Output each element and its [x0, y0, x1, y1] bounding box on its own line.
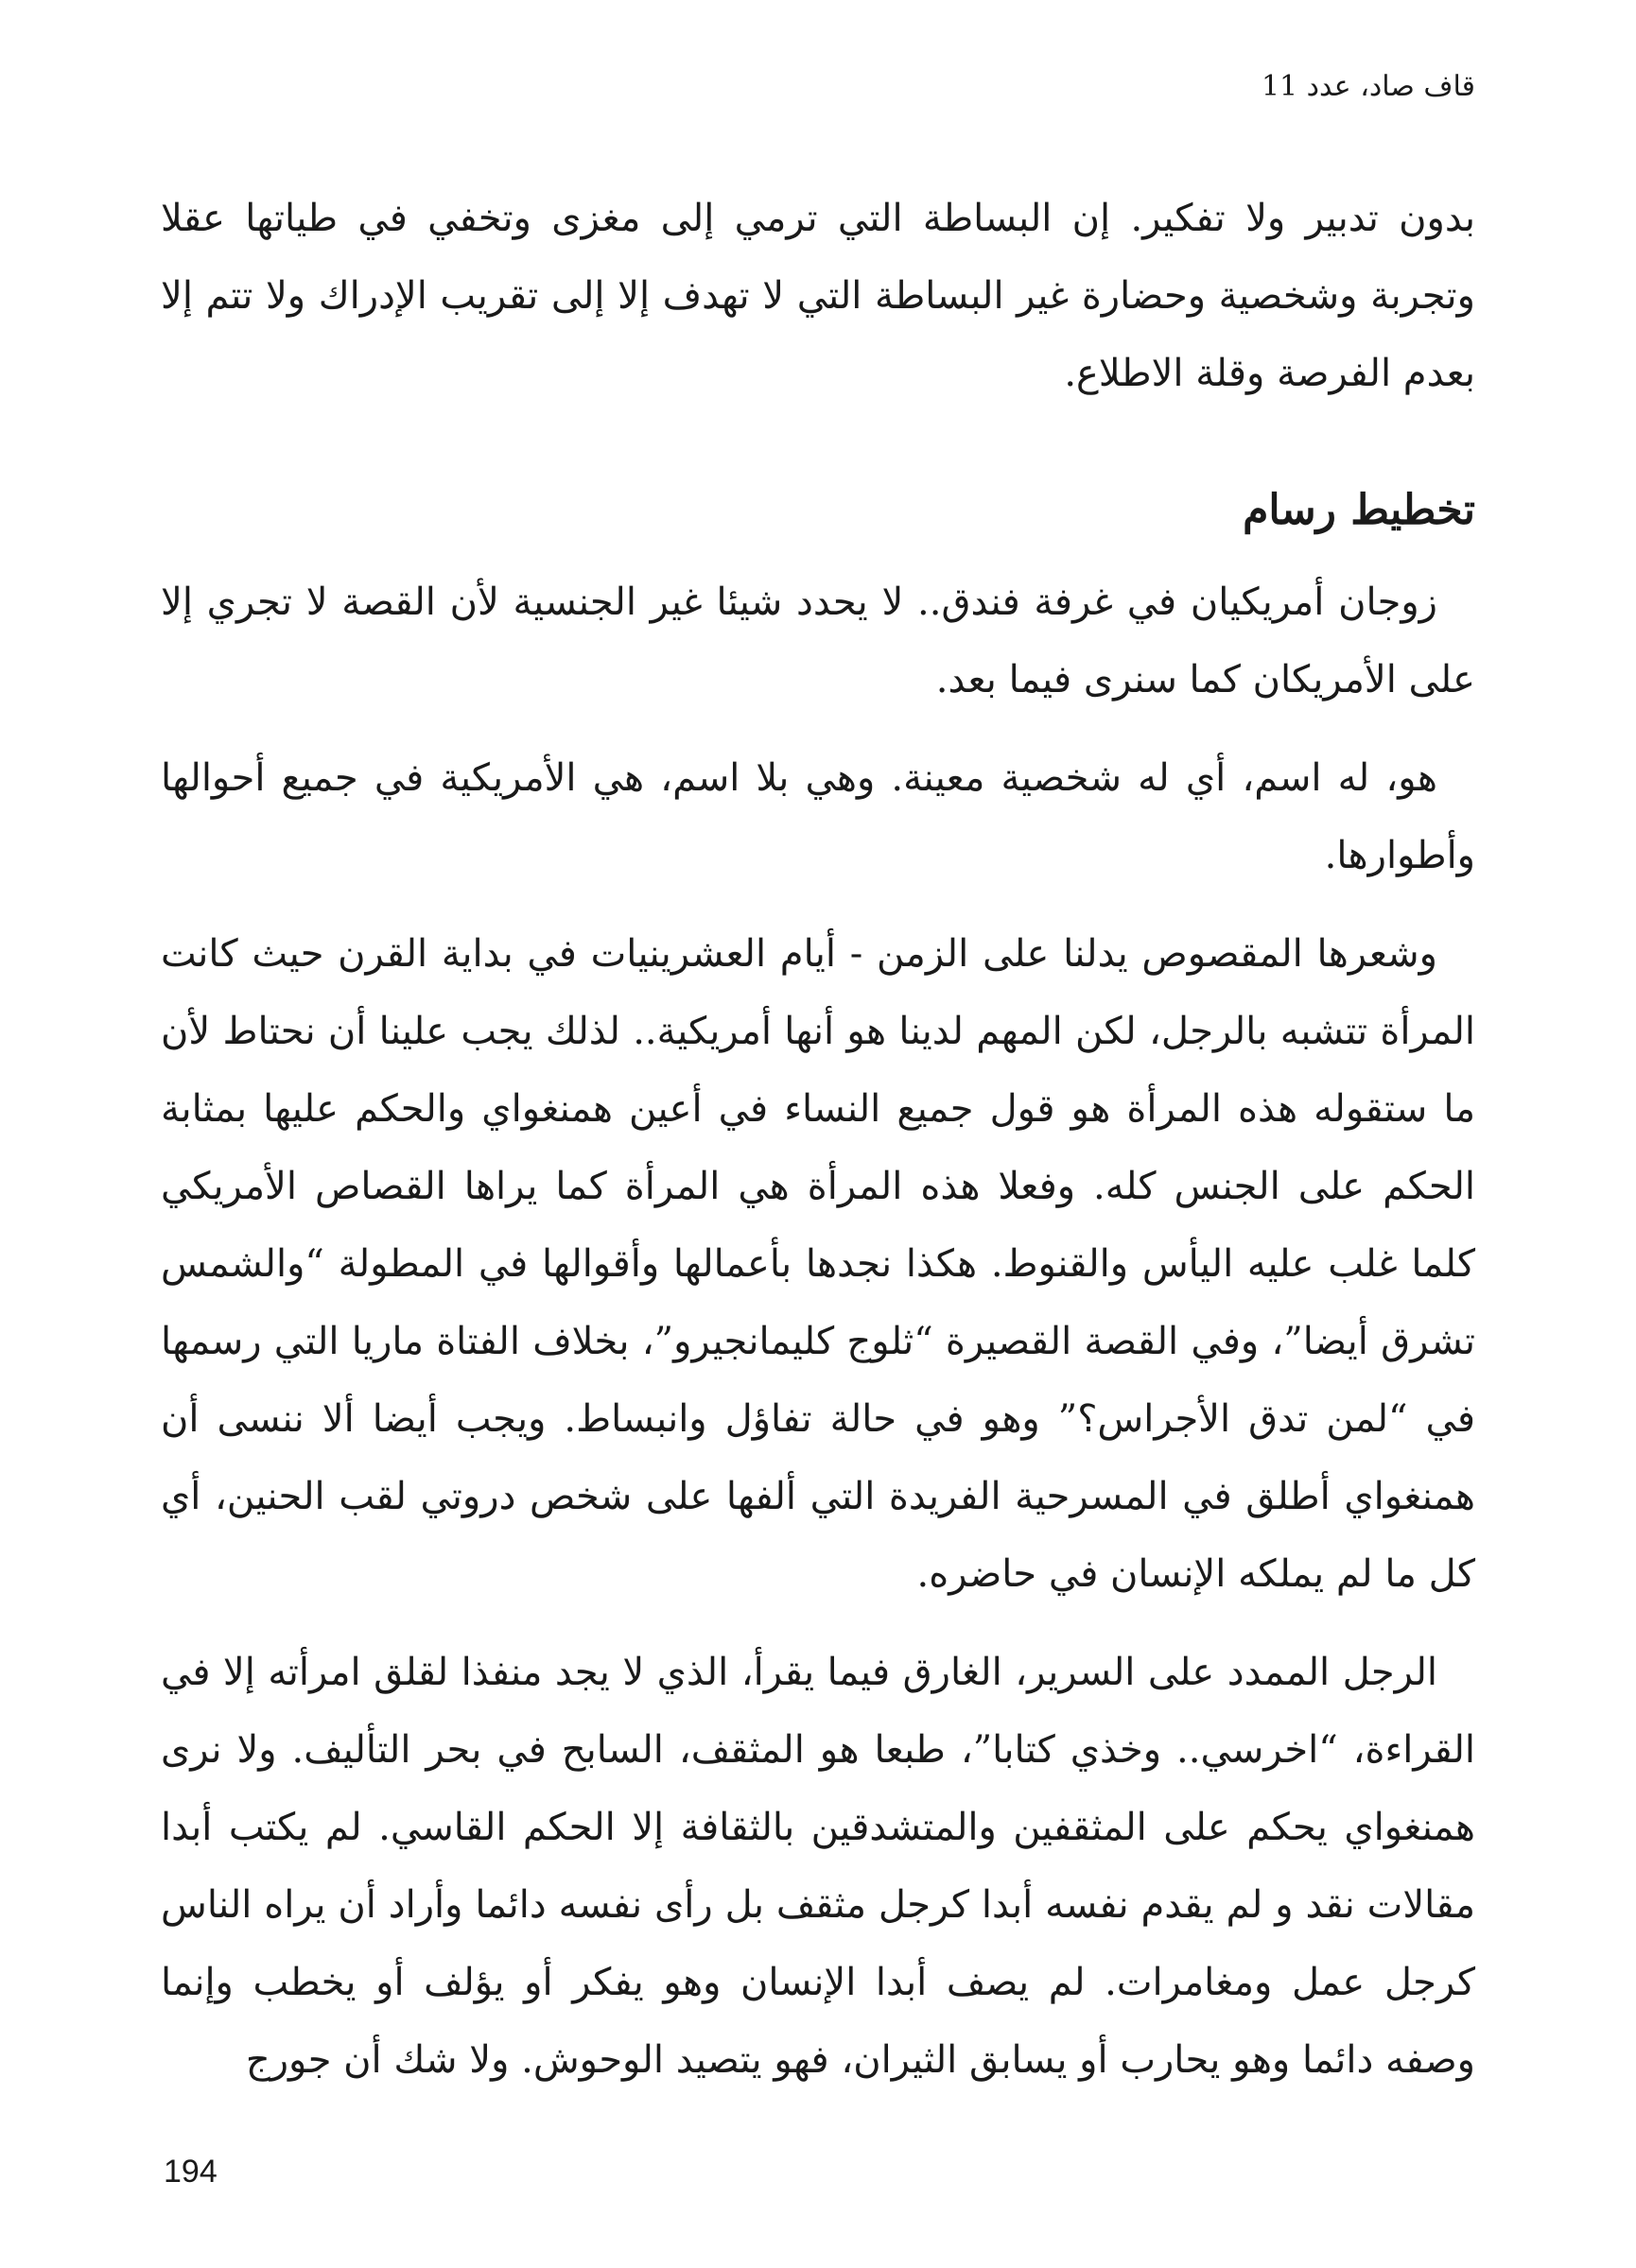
paragraph: زوجان أمريكيان في غرفة فندق.. لا يحدد شيئا غير الجنسية لأن القصة لا تجري إلا على الأمريكان كما سنرى فيما بعد.	[161, 580, 1475, 701]
intro-paragraph: بدون تدبير ولا تفكير. إن البساطة التي ترمي إلى مغزى وتخفي في طياتها عقلا وتجربة وشخصية وحضارة غير البساطة التي لا تهدف إلا إلى تقريب الإدراك ولا تتم إلا بعدم الفرصة وقلة الاطلاع.	[161, 197, 1475, 395]
paragraph: وشعرها المقصوص يدلنا على الزمن - أيام العشرينيات في بداية القرن حيث كانت المرأة تتشبه بالرجل، لكن المهم لدينا هو أنها أمريكية.. لذلك يجب علينا أن نحتاط لأن ما ستقوله هذه المرأة هو قول جميع النساء في أعين همنغواي والحكم عليها بمثابة الحكم على الجنس كله. وفعلا هذه المرأة هي المرأة كما يراها القصاص الأمريكي كلما غلب عليه اليأس والقنوط. هكذا نجدها بأعمالها وأقوالها في المطولة “والشمس تشرق أيضا”، وفي القصة القصيرة “ثلوج كليمانجيرو”، بخلاف الفتاة ماريا التي رسمها في “لمن تدق الأجراس؟” وهو في حالة تفاؤل وانبساط. ويجب أيضا ألا ننسى أن همنغواي أطلق في المسرحية الفريدة التي ألفها على شخص دروتي لقب الحنين، أي كل ما لم يملكه الإنسان في حاضره.	[161, 932, 1475, 1596]
page-number: 194	[164, 2154, 218, 2190]
intro-block	[161, 180, 1475, 412]
section-body	[161, 563, 1475, 2120]
paragraph: الرجل الممدد على السرير، الغارق فيما يقرأ، الذي لا يجد منفذا لقلق امرأته إلا في القراءة، “اخرسي.. وخذي كتابا”، طبعا هو المثقف، السابح في بحر التأليف. ولا نرى همنغواي يحكم على المثقفين والمتشدقين بالثقافة إلا الحكم القاسي. لم يكتب أبدا مقالات نقد و لم يقدم نفسه أبدا كرجل مثقف بل رأى نفسه دائما وأراد أن يراه الناس كرجل عمل ومغامرات. لم يصف أبدا الإنسان وهو يفكر أو يؤلف أو يخطب وإنما وصفه دائما وهو يحارب أو يسابق الثيران، فهو يتصيد الوحوش. ولا شك أن جورج	[161, 1651, 1475, 2082]
paragraph: هو، له اسم، أي له شخصية معينة. وهي بلا اسم، هي الأمريكية في جميع أحوالها وأطوارها.	[161, 756, 1475, 877]
section-heading: تخطيط رسام	[1243, 486, 1475, 534]
running-header: قاف صاد، عدد 11	[1261, 70, 1475, 103]
